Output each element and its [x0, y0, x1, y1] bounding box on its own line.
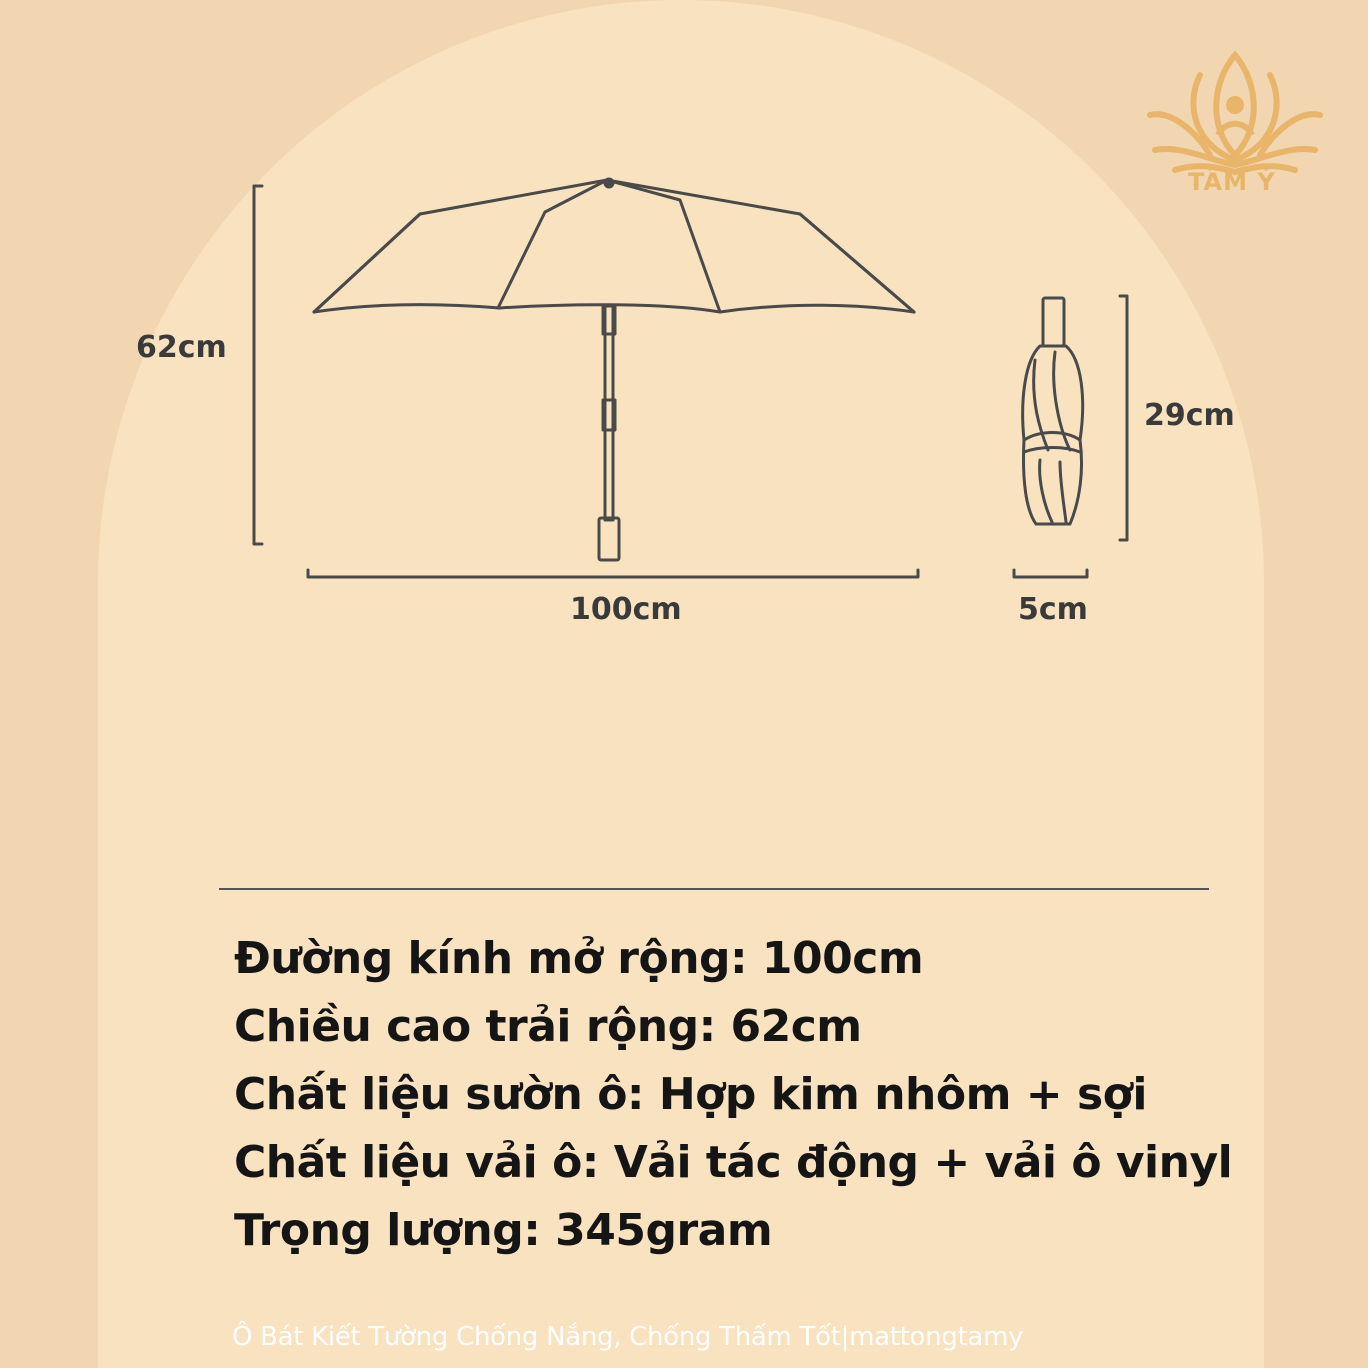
spec-item-height: Chiều cao trải rộng: 62cm — [234, 1001, 862, 1052]
height-bracket-open — [254, 186, 262, 544]
spec-item-rib-material: Chất liệu sườn ô: Hợp kim nhôm + sợi — [234, 1069, 1147, 1120]
spec-item-diameter: Đường kính mở rộng: 100cm — [234, 933, 924, 984]
divider-line — [219, 888, 1209, 890]
open-height-label: 62cm — [136, 330, 227, 365]
umbrella-canopy — [314, 180, 914, 312]
folded-width-label: 5cm — [1018, 592, 1088, 627]
width-bracket-folded — [1014, 570, 1087, 577]
spec-list — [234, 925, 1232, 1265]
height-bracket-folded — [1120, 296, 1127, 540]
folded-height-label: 29cm — [1144, 398, 1235, 433]
folded-handle — [1043, 298, 1064, 346]
open-width-label: 100cm — [570, 592, 682, 627]
brand-name: TÂM Ý — [1188, 168, 1276, 196]
width-bracket-open — [308, 570, 918, 577]
umbrella-handle — [599, 518, 619, 560]
spec-item-weight: Trọng lượng: 345gram — [234, 1205, 773, 1256]
umbrella-shaft — [605, 306, 613, 520]
caption-text: Ô Bát Kiết Tường Chống Nắng, Chống Thấm Tốt|mattongtamy — [232, 1322, 1024, 1352]
spec-item-fabric-material: Chất liệu vải ô: Vải tác động + vải ô vinyl — [234, 1137, 1233, 1188]
